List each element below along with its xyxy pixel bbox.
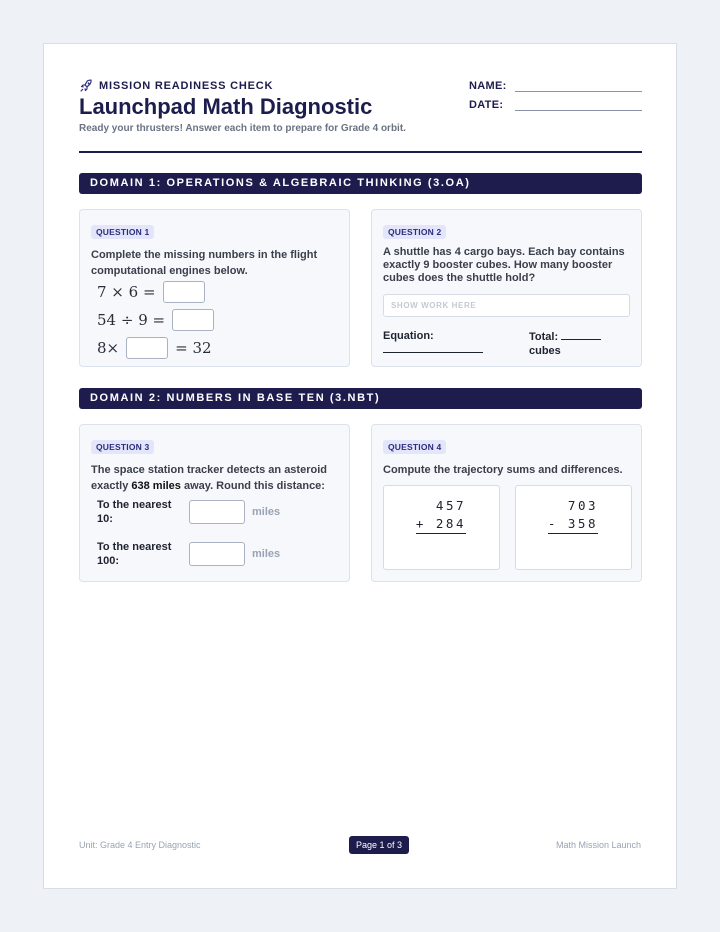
page-title: Launchpad Math Diagnostic: [79, 94, 373, 119]
addition-problem[interactable]: [383, 485, 500, 570]
footer-brand: Math Mission Launch: [555, 840, 641, 850]
work-input[interactable]: SHOW WORK HERE: [383, 294, 630, 317]
header-divider: [79, 151, 642, 153]
round-100-label: To the nearest 100:: [97, 541, 172, 567]
page-subtitle: Ready your thrusters! Answer each item to prepare for Grade 4 orbit.: [79, 123, 406, 134]
addend-bottom: + 284: [415, 516, 466, 531]
question-4-card: [371, 424, 642, 582]
eyebrow-label: MISSION READINESS CHECK: [99, 80, 274, 92]
question-badge: QUESTION 1: [91, 225, 154, 239]
equation-text: 7 × 6 =: [97, 283, 156, 301]
subtrahend: - 358: [547, 516, 598, 531]
date-line[interactable]: [515, 99, 642, 111]
answer-box[interactable]: [163, 281, 205, 303]
equation-row-2: [97, 309, 214, 331]
round-10-label: To the nearest 10:: [97, 499, 172, 525]
question-2-card: [371, 209, 642, 367]
date-label: DATE:: [469, 99, 504, 111]
question-badge: QUESTION 2: [383, 225, 446, 239]
domain-2-bar: DOMAIN 2: NUMBERS IN BASE TEN (3.NBT): [79, 388, 642, 409]
question-text-part: The space station tracker detects an asteroid exactly: [91, 464, 327, 492]
equation-label: Equation:: [383, 330, 434, 342]
eyebrow: [79, 79, 273, 93]
question-badge: QUESTION 4: [383, 440, 446, 454]
equation-row-3: [97, 337, 212, 359]
name-label: NAME:: [469, 80, 507, 92]
addend-top: 457: [435, 498, 466, 513]
equation-line[interactable]: [383, 352, 483, 353]
unit-label: miles: [252, 506, 281, 518]
equation-text: = 32: [175, 339, 212, 357]
round-10-input[interactable]: [189, 500, 245, 524]
date-field[interactable]: [469, 99, 642, 111]
total-line[interactable]: [561, 339, 601, 340]
name-field[interactable]: [469, 80, 642, 92]
subtraction-problem[interactable]: [515, 485, 632, 570]
name-line[interactable]: [515, 80, 642, 92]
round-100-input[interactable]: [189, 542, 245, 566]
worksheet-page: [43, 43, 677, 889]
total-unit: cubes: [529, 345, 561, 357]
total-label: Total:: [529, 331, 559, 343]
question-highlight: 638 miles: [131, 480, 181, 492]
unit-label: miles: [252, 548, 281, 560]
page-indicator: Page 1 of 3: [349, 836, 409, 854]
question-badge: QUESTION 3: [91, 440, 154, 454]
question-3-card: [79, 424, 350, 582]
rocket-icon: [79, 79, 93, 93]
minuend: 703: [567, 498, 598, 513]
equation-row-1: [97, 281, 205, 303]
answer-box[interactable]: [126, 337, 168, 359]
question-text: [91, 462, 336, 494]
question-text-part: away. Round this distance:: [180, 480, 325, 492]
question-text: Complete the missing numbers in the flight computational engines below.: [91, 249, 318, 277]
total-field: [529, 330, 601, 358]
equation-text: 54 ÷ 9 =: [97, 311, 166, 329]
domain-1-bar: DOMAIN 1: OPERATIONS & ALGEBRAIC THINKING (3.OA): [79, 173, 642, 194]
footer-unit: Unit: Grade 4 Entry Diagnostic: [79, 840, 201, 850]
question-1-card: [79, 209, 350, 367]
question-text: A shuttle has 4 cargo bays. Each bay contains exactly 9 booster cubes. How many booster cubes does the shuttle hold?: [383, 246, 625, 284]
difference-rule: [548, 533, 598, 534]
equation-text: 8×: [97, 339, 120, 357]
sum-rule: [416, 533, 466, 534]
question-text: Compute the trajectory sums and differences.: [383, 464, 623, 476]
answer-box[interactable]: [172, 309, 214, 331]
